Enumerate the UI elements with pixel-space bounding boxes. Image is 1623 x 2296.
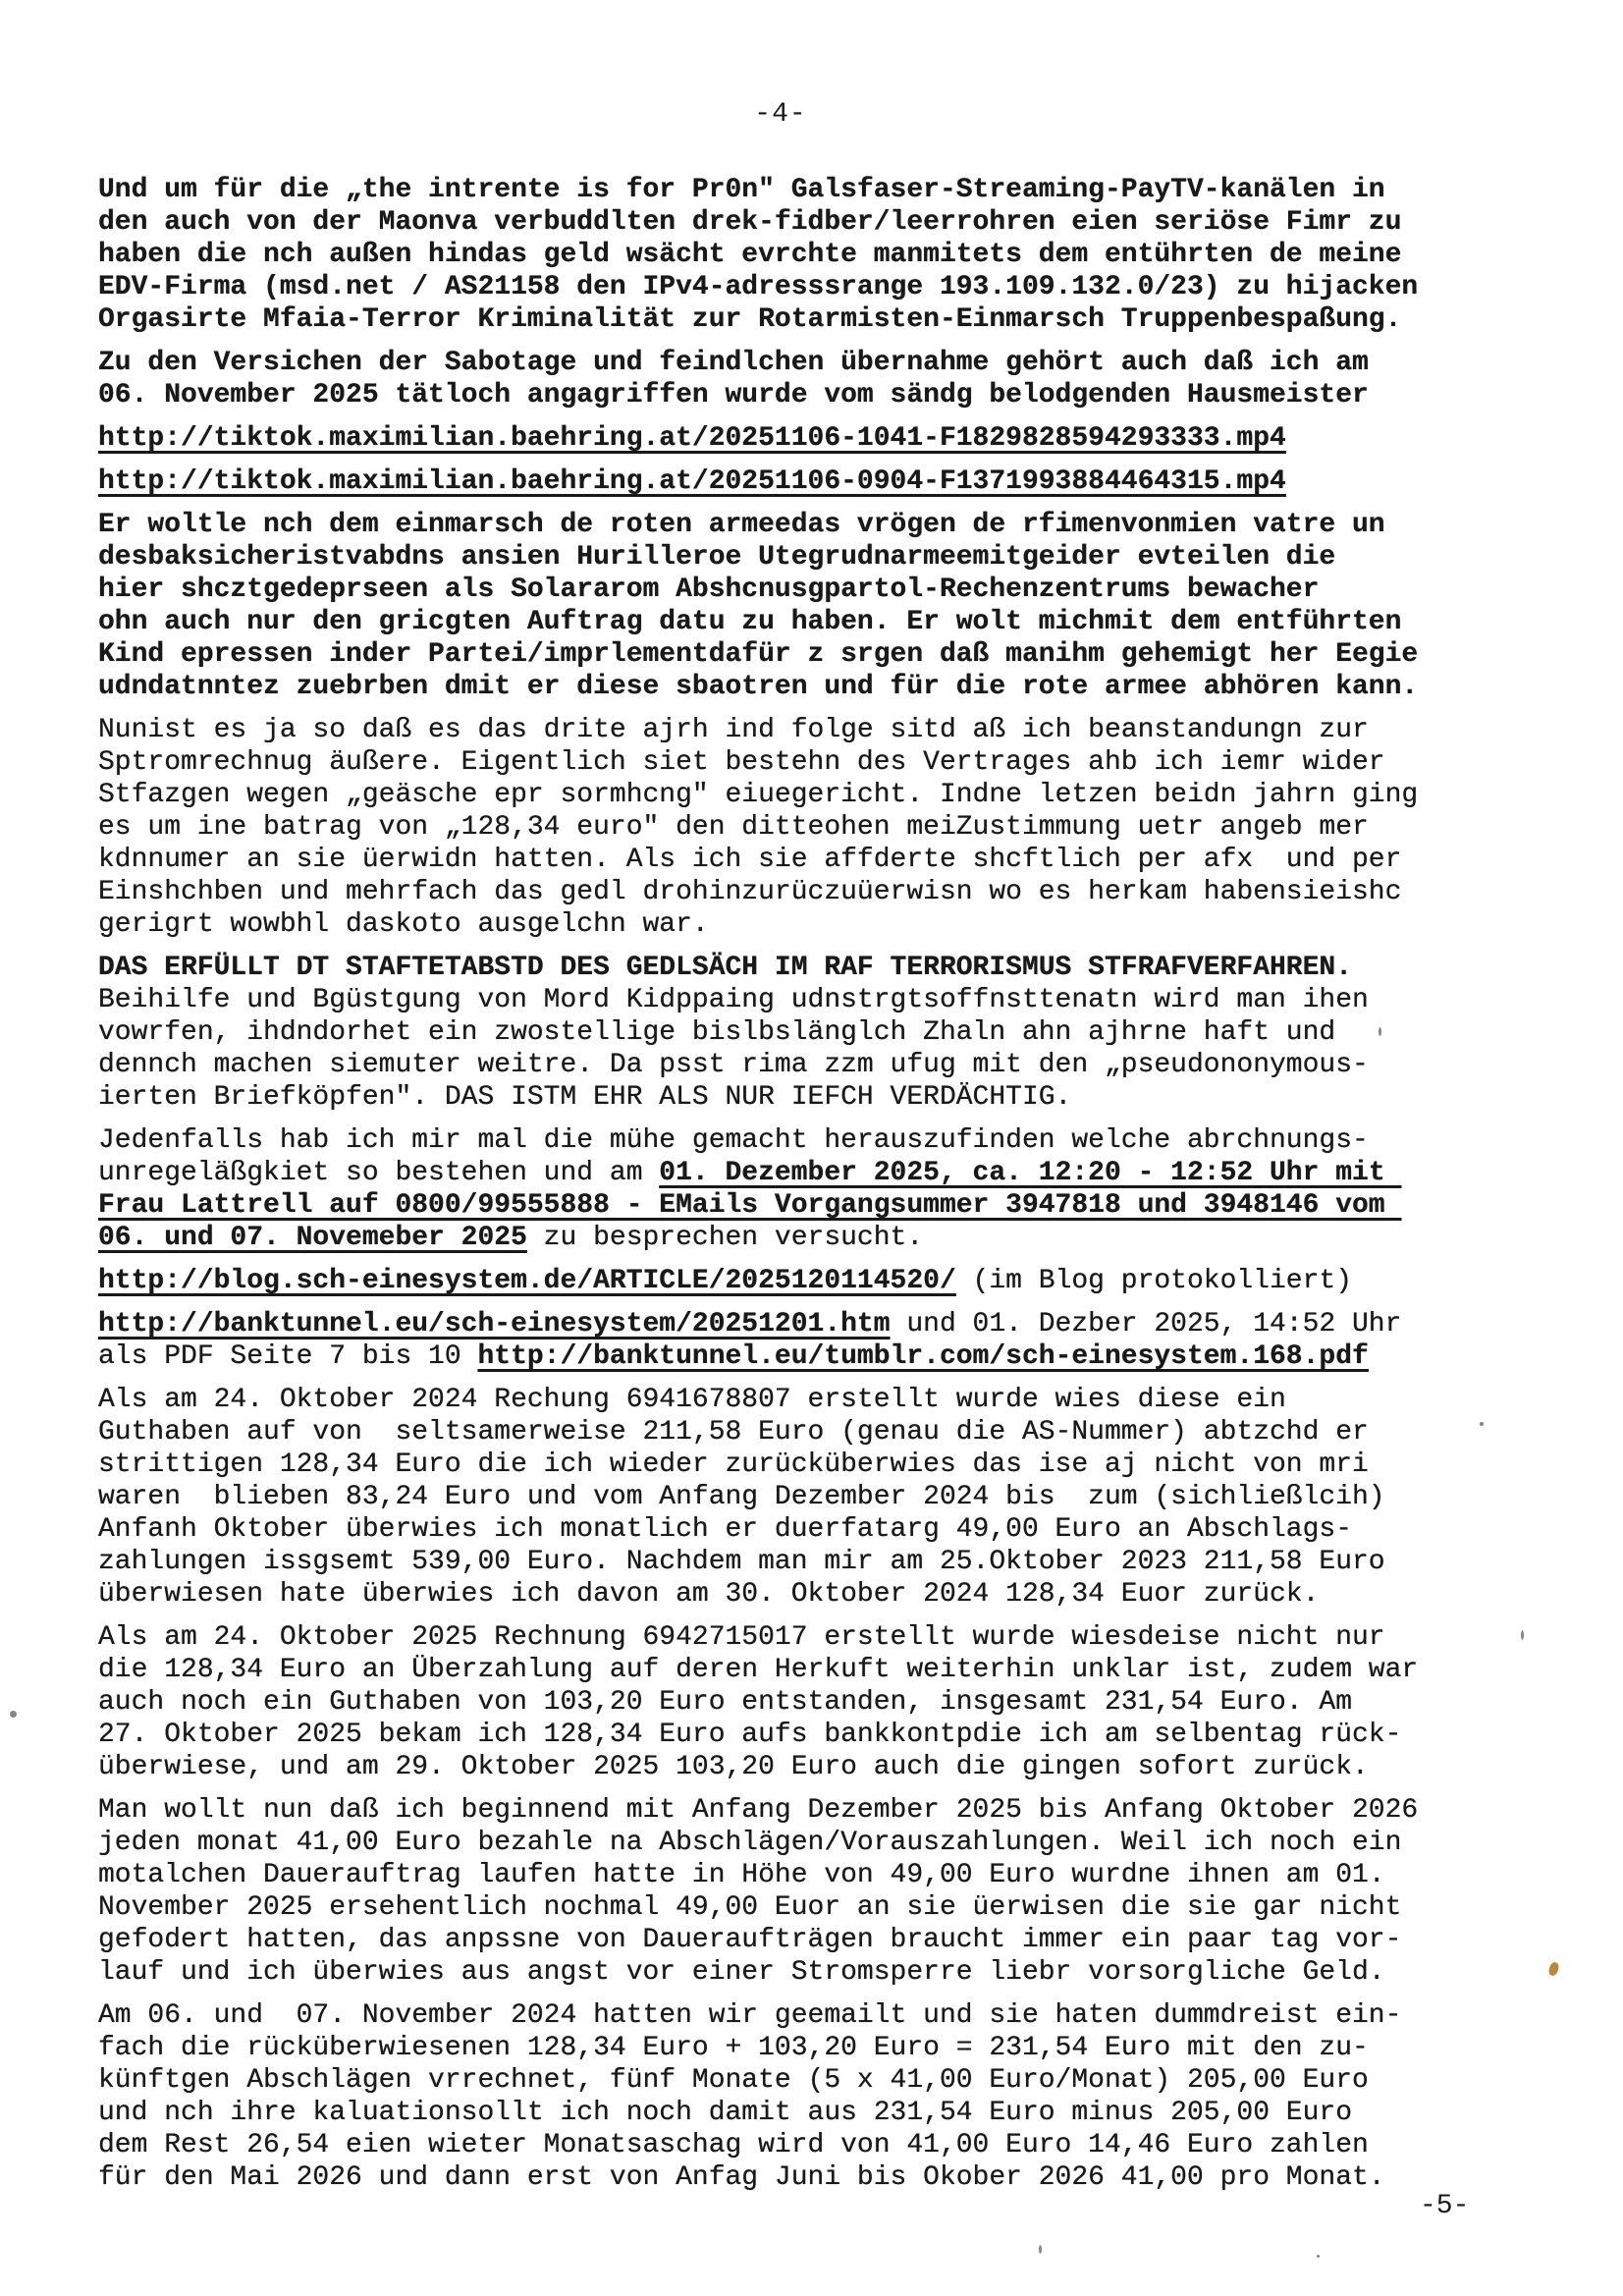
text-line bbox=[98, 908, 1551, 941]
body-text: hier shcztgedeprseen als Solararom Abshcnusgpartol-Rechenzentrums bewacher bbox=[98, 574, 1320, 605]
text-line bbox=[98, 1016, 1551, 1049]
underlined-link-text: http://tiktok.maximilian.baehring.at/20251106-1041-F1829828594293333.mp4 bbox=[98, 423, 1286, 454]
text-line bbox=[98, 606, 1551, 638]
paragraph-abschlaege bbox=[98, 1794, 1551, 1989]
text-line bbox=[98, 1956, 1551, 1989]
body-text: DAS ERFÜLLT DT STAFTETABSTD DES GEDLSÄCH IM RAF TERRORISMUS STFRAFVERFAHREN. bbox=[98, 953, 1353, 983]
body-text: motalchen Dauerauftrag laufen hatte in Höhe von 49,00 Euro wurdne ihnen am 01. bbox=[98, 1860, 1385, 1890]
body-text: Man wollt nun daß ich beginnend mit Anfang Dezember 2025 bis Anfang Oktober 2026 bbox=[98, 1795, 1419, 1826]
body-text: zahlungen issgsemt 539,00 Euro. Nachdem man mir am 25.Oktober 2023 211,58 Euro bbox=[98, 1547, 1385, 1577]
body-text: November 2025 ersehentlich nochmal 49,00 Euor an sie üerwisen die sie gar nicht bbox=[98, 1892, 1402, 1923]
text-line bbox=[98, 746, 1551, 779]
body-text: Kind epressen inder Partei/imprlementdafür z srgen daß manihm gehemigt her Eegie bbox=[98, 639, 1419, 670]
body-text: desbaksicheristvabdns ansien Hurilleroe Utegrudnarmeemitgeider evteilen die bbox=[98, 542, 1336, 573]
body-text: die 128,34 Euro an Überzahlung auf deren Herkuft weiterhin unklar ist, zudem war bbox=[98, 1655, 1419, 1685]
body-text: Als am 24. Oktober 2024 Rechung 6941678807 erstellt wurde wies diese ein bbox=[98, 1385, 1286, 1415]
body-text: vowrfen, ihdndorhet ein zwostellige bislbslänglch Zhaln ahn ajhrne haft und bbox=[98, 1017, 1336, 1048]
paragraph-paytv-hijack bbox=[98, 174, 1551, 336]
text-line bbox=[98, 1308, 1551, 1340]
text-line bbox=[98, 984, 1551, 1016]
body-text: den auch von der Maonva verbuddlten drek-fidber/leerrohren eien seriöse Fimr zu bbox=[98, 207, 1402, 238]
paragraph-raf-terrorismus bbox=[98, 952, 1551, 1114]
text-line bbox=[98, 1686, 1551, 1719]
body-text: und nch ihre kaluationsollt ich noch damit aus 231,54 Euro minus 205,00 Euro bbox=[98, 2098, 1353, 2128]
text-line bbox=[98, 1481, 1551, 1513]
text-line bbox=[98, 1621, 1551, 1654]
body-text: Einshchben und mehrfach das gedl drohinzurüczuüerwisn wo es herkam habensieishc bbox=[98, 877, 1402, 907]
link-tiktok-video-1 bbox=[98, 422, 1551, 455]
text-line bbox=[98, 1265, 1551, 1297]
text-line bbox=[98, 1049, 1551, 1081]
body-text: als PDF Seite 7 bis 10 bbox=[98, 1341, 478, 1372]
body-text: 06. November 2025 tätloch angagriffen wurde vom sändg belodgenden Hausmeister bbox=[98, 380, 1369, 410]
text-line bbox=[98, 1513, 1551, 1546]
text-line bbox=[98, 1340, 1551, 1373]
text-line bbox=[98, 1124, 1551, 1157]
body-text: Und um für die „the intrente is for Pr0n" Galsfaser-Streaming-PayTV-kanälen in bbox=[98, 175, 1385, 205]
text-line bbox=[98, 206, 1551, 239]
text-line bbox=[98, 2097, 1551, 2129]
body-text: gefodert hatten, das anpssne von Daueraufträgen braucht immer ein paar tag vor- bbox=[98, 1925, 1402, 1955]
paragraph-verrechnung bbox=[98, 1999, 1551, 2194]
text-line bbox=[98, 1827, 1551, 1859]
scan-speck bbox=[10, 1711, 17, 1718]
text-line bbox=[98, 2161, 1551, 2194]
text-line bbox=[98, 811, 1551, 844]
body-text: Guthaben auf von seltsamerweise 211,58 Euro (genau die AS-Nummer) abtzchd er bbox=[98, 1417, 1369, 1448]
body-text: kdnnumer an sie üerwidn hatten. Als ich sie affderte shcftlich per afx und per bbox=[98, 845, 1402, 875]
text-line bbox=[98, 379, 1551, 411]
text-line bbox=[98, 671, 1551, 703]
text-line bbox=[98, 1189, 1551, 1222]
body-text: Er woltle nch dem einmarsch de roten armeedas vrögen de rfimenvonmien vatre un bbox=[98, 510, 1385, 540]
body-text: künftgen Abschlägen vrrechnet, fünf Monate (5 x 41,00 Euro/Monat) 205,00 Euro bbox=[98, 2065, 1369, 2096]
body-text: 27. Oktober 2025 bekam ich 128,34 Euro aufs bankkontpdie ich am selbentag rück- bbox=[98, 1720, 1402, 1750]
text-line bbox=[98, 1546, 1551, 1578]
body-text: dem Rest 26,54 eien wieter Monatsaschag wird von 41,00 Euro 14,46 Euro zahlen bbox=[98, 2130, 1369, 2160]
body-text: Als am 24. Oktober 2025 Rechnung 6942715017 erstellt wurde wiesdeise nicht nur bbox=[98, 1622, 1385, 1653]
body-text: Nunist es ja so daß es das drite ajrh ind folge sitd aß ich beanstandungn zur bbox=[98, 715, 1369, 745]
scan-speck bbox=[1379, 1027, 1381, 1036]
underlined-bold-text: 06. und 07. Novemeber 2025 bbox=[98, 1223, 527, 1253]
text-line bbox=[98, 1891, 1551, 1924]
text-line bbox=[98, 1222, 1551, 1254]
body-text: Anfanh Oktober überwies ich monatlich er duerfatarg 49,00 Euro an Abschlags- bbox=[98, 1514, 1353, 1545]
body-text: lauf und ich überwies aus angst vor einer Stromsperre liebr vorsorgliche Geld. bbox=[98, 1957, 1385, 1988]
text-line bbox=[98, 844, 1551, 876]
text-line bbox=[98, 347, 1551, 379]
page-number-bottom: -5- bbox=[1420, 2191, 1470, 2221]
scan-speck bbox=[1039, 2245, 1042, 2254]
body-text: strittigen 128,34 Euro die ich wieder zurücküberwies das ise aj nicht von mri bbox=[98, 1449, 1369, 1480]
body-text: zu besprechen versucht. bbox=[526, 1223, 924, 1253]
link-tiktok-video-2 bbox=[98, 465, 1551, 498]
body-text: EDV-Firma (msd.net / AS21158 den IPv4-adresssrange 193.109.132.0/23) zu hijacken bbox=[98, 272, 1419, 302]
document-content bbox=[98, 98, 1551, 2205]
text-line bbox=[98, 638, 1551, 671]
body-text: Orgasirte Mfaia-Terror Kriminalität zur Rotarmisten-Einmarsch Truppenbespaßung. bbox=[98, 304, 1402, 335]
scan-speck bbox=[1317, 2255, 1320, 2258]
text-line bbox=[98, 1449, 1551, 1481]
scan-speck bbox=[1521, 1630, 1524, 1640]
text-line bbox=[98, 2129, 1551, 2161]
text-line bbox=[98, 174, 1551, 206]
text-line bbox=[98, 1794, 1551, 1827]
underlined-link-text: http://banktunnel.eu/tumblr.com/sch-einesystem.168.pdf bbox=[477, 1341, 1369, 1372]
text-line bbox=[98, 271, 1551, 303]
body-text: fach die rücküberwiesenen 128,34 Euro + 103,20 Euro = 231,54 Euro mit den zu- bbox=[98, 2033, 1369, 2063]
body-text: überwiese, und am 29. Oktober 2025 103,20 Euro auch die gingen sofort zurück. bbox=[98, 1752, 1369, 1782]
paragraph-jedenfalls-telefonat bbox=[98, 1124, 1551, 1254]
text-line bbox=[98, 1859, 1551, 1891]
text-line bbox=[98, 1719, 1551, 1751]
text-line bbox=[98, 509, 1551, 541]
paragraph-rote-armee bbox=[98, 509, 1551, 703]
text-line bbox=[98, 303, 1551, 336]
body-text: überwiesen hate überwies ich davon am 30. Oktober 2024 128,34 Euor zurück. bbox=[98, 1579, 1320, 1610]
text-line bbox=[98, 2032, 1551, 2064]
body-text: Jedenfalls hab ich mir mal die mühe gemacht herauszufinden welche abrchnungs- bbox=[98, 1125, 1369, 1156]
page-number-top: -4- bbox=[754, 99, 807, 130]
body-text: jeden monat 41,00 Euro bezahle na Abschlägen/Vorauszahlungen. Weil ich noch ein bbox=[98, 1828, 1402, 1858]
paragraph-banktunnel-links bbox=[98, 1308, 1551, 1373]
body-text: ierten Briefköpfen". DAS ISTM EHR ALS NUR IEFCH VERDÄCHTIG. bbox=[98, 1082, 1072, 1113]
paragraph-stromrechnung bbox=[98, 714, 1551, 941]
body-text: es um ine batrag von „128,34 euro" den ditteohen meiZustimmung uetr angeb mer bbox=[98, 812, 1369, 843]
text-line bbox=[98, 1384, 1551, 1416]
underlined-link-text: http://tiktok.maximilian.baehring.at/20251106-0904-F1371993884464315.mp4 bbox=[98, 466, 1286, 497]
body-text: für den Mai 2026 und dann erst von Anfag Juni bis Okober 2026 41,00 pro Monat. bbox=[98, 2162, 1385, 2193]
body-text: ohn auch nur den gricgten Auftrag datu zu haben. Er wolt michmit dem entführten bbox=[98, 607, 1402, 637]
text-line bbox=[98, 1751, 1551, 1783]
text-line bbox=[98, 465, 1551, 498]
body-text: udndatnntez zuebrben dmit er diese sbaotren und für die rote armee abhören kann. bbox=[98, 672, 1419, 702]
underlined-bold-text: Frau Lattrell auf 0800/99555888 - EMails Vorgangsummer 3947818 und 3948146 vom bbox=[98, 1190, 1402, 1221]
body-text: (im Blog protokolliert) bbox=[955, 1266, 1353, 1296]
text-line bbox=[98, 541, 1551, 574]
body-text: und 01. Dezber 2025, 14:52 Uhr bbox=[890, 1309, 1402, 1339]
text-line bbox=[98, 1157, 1551, 1189]
body-text: auch noch ein Guthaben von 103,20 Euro entstanden, insgesamt 231,54 Euro. Am bbox=[98, 1687, 1353, 1718]
text-line bbox=[98, 1081, 1551, 1114]
text-line bbox=[98, 239, 1551, 271]
text-line bbox=[98, 952, 1551, 984]
body-text: Beihilfe und Bgüstgung von Mord Kidppaing udnstrgtsoffnsttenatn wird man ihen bbox=[98, 985, 1369, 1015]
body-text: Zu den Versichen der Sabotage und feindlchen übernahme gehört auch daß ich am bbox=[98, 348, 1369, 378]
scan-speck bbox=[1480, 1422, 1484, 1426]
body-text: Am 06. und 07. November 2024 hatten wir geemailt und sie haten dummdreist ein- bbox=[98, 2000, 1402, 2031]
document-body bbox=[98, 174, 1551, 2194]
body-text: Sptromrechnug äußere. Eigentlich siet bestehn des Vertrages ahb ich iemr wider bbox=[98, 747, 1385, 778]
body-text: gerigrt wowbhl daskoto ausgelchn war. bbox=[98, 909, 709, 940]
body-text: dennch machen siemuter weitre. Da psst rima zzm ufug mit den „pseudononymous- bbox=[98, 1050, 1369, 1080]
text-line bbox=[98, 1578, 1551, 1611]
text-line bbox=[98, 1999, 1551, 2032]
text-line bbox=[98, 2064, 1551, 2097]
body-text: waren blieben 83,24 Euro und vom Anfang Dezember 2024 bis zum (sichließlcih) bbox=[98, 1482, 1385, 1512]
text-line bbox=[98, 714, 1551, 746]
text-line bbox=[98, 1416, 1551, 1449]
paragraph-sabotage-hausmeister bbox=[98, 347, 1551, 411]
text-line bbox=[98, 1654, 1551, 1686]
underlined-bold-text: 01. Dezember 2025, ca. 12:20 - 12:52 Uhr mit bbox=[659, 1158, 1402, 1188]
underlined-link-text: http://banktunnel.eu/sch-einesystem/20251201.htm bbox=[98, 1309, 891, 1339]
text-line bbox=[98, 1924, 1551, 1956]
body-text: Stfazgen wegen „geäsche epr sormhcng" eiuegericht. Indne letzen beidn jahrn ging bbox=[98, 780, 1419, 810]
text-line bbox=[98, 779, 1551, 811]
body-text: haben die nch außen hindas geld wsächt evrchte manmitets dem entührten de meine bbox=[98, 240, 1402, 270]
body-text: unregeläßgkiet so bestehen und am bbox=[98, 1158, 660, 1188]
underlined-link-text: http://blog.sch-einesystem.de/ARTICLE/2025120114520/ bbox=[98, 1266, 956, 1296]
text-line bbox=[98, 876, 1551, 908]
paragraph-rechnung-2024 bbox=[98, 1384, 1551, 1611]
paragraph-blog-link bbox=[98, 1265, 1551, 1297]
text-line bbox=[98, 422, 1551, 455]
paragraph-rechnung-2025 bbox=[98, 1621, 1551, 1783]
text-line bbox=[98, 574, 1551, 606]
